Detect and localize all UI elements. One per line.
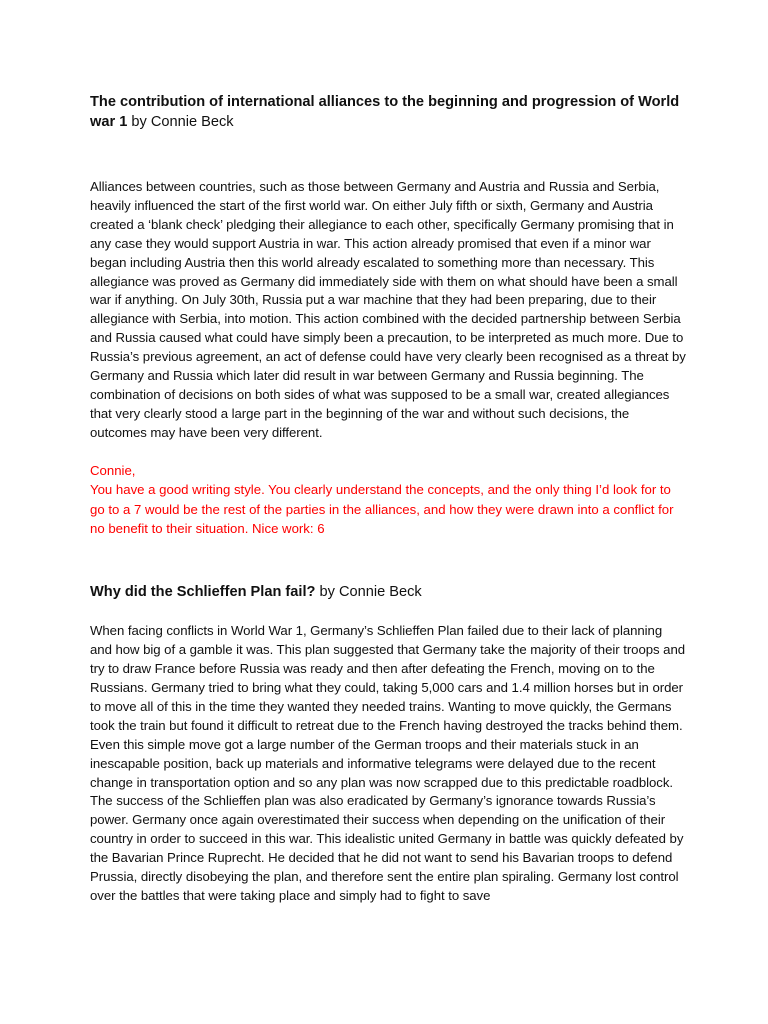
feedback-text: You have a good writing style. You clearly understand the concepts, and the only thing I’d look for to go to a 7 would be the rest of the parties in the alliances, and how they were drawn into a conflict for no benefit to their situation. Nice work: 6 (90, 482, 674, 536)
essay-author: by Connie Beck (127, 114, 234, 130)
essay-body-alliances: Alliances between countries, such as those between Germany and Austria and Russia and Serbia, heavily influenced the start of the first world war. On either July fifth or sixth, Germany and Austria created a ‘blank check’ pledging their allegiance to each other, specifically Germany promising that in any case they would support Austria in war. This action already promised that even if a minor war began including Austria then this world already escalated to something more than necessary. This allegiance was proved as Germany did immediately side with them on what should have been a small war if anything. On July 30th, Russia put a war machine that they had been preparing, due to their allegiance with Serbia, into motion. This action combined with the decided partnership between Serbia and Russia caused what could have simply been a precaution, to be interpreted as much more. Due to Russia’s previous agreement, an act of defense could have very clearly been recognised as a threat by Germany and Russia which later did result in war between Germany and Russia beginning. The combination of decisions on both sides of what was supposed to be a small war, created allegiances that very clearly stood a large part in the beginning of the war and without such decisions, the outcomes may have been very different. (90, 179, 686, 440)
essay-body-schlieffen: When facing conflicts in World War 1, Germany’s Schlieffen Plan failed due to their lack of planning and how big of a gamble it was. This plan suggested that Germany take the majority of their troops and try to draw France before Russia was ready and then after defeating the French, moving on to the Russians. Germany tried to bring what they could, taking 5,000 cars and 1.4 million horses but in order to move all of this in the time they wanted they needed trains. Wanting to move quickly, the Germans took the train but found it difficult to retreat due to the French having destroyed the tracks behind them. Even this simple move got a large number of the German troops and their materials stuck in an inescapable position, back up materials and informative telegrams were delayed due to the recent change in transportation option and so any plan was now scrapped due to this predictable roadblock. The success of the Schlieffen plan was also eradicated by Germany’s ignorance towards Russia’s power. Germany once again overestimated their success when depending on the unification of their country in order to succeed in this war. This idealistic united Germany in battle was quickly defeated by the Bavarian Prince Ruprecht. He decided that he did not want to send his Bavarian troops to defend Prussia, directly disobeying the plan, and therefore sent the entire plan spiraling. Germany lost control over the battles that were taking place and simply had to fight to save (90, 623, 686, 903)
essay-title-text: The contribution of international alliances to the beginning and progression of World war 1 (90, 94, 680, 130)
essay-author: by Connie Beck (315, 584, 422, 601)
essay-title-alliances (90, 92, 686, 132)
feedback-greeting: Connie, (90, 462, 136, 478)
document-page (90, 92, 686, 906)
essay-title-text: Why did the Schlieffen Plan fail? (90, 584, 316, 601)
essay-title-schlieffen (90, 582, 686, 602)
teacher-feedback (90, 461, 686, 539)
